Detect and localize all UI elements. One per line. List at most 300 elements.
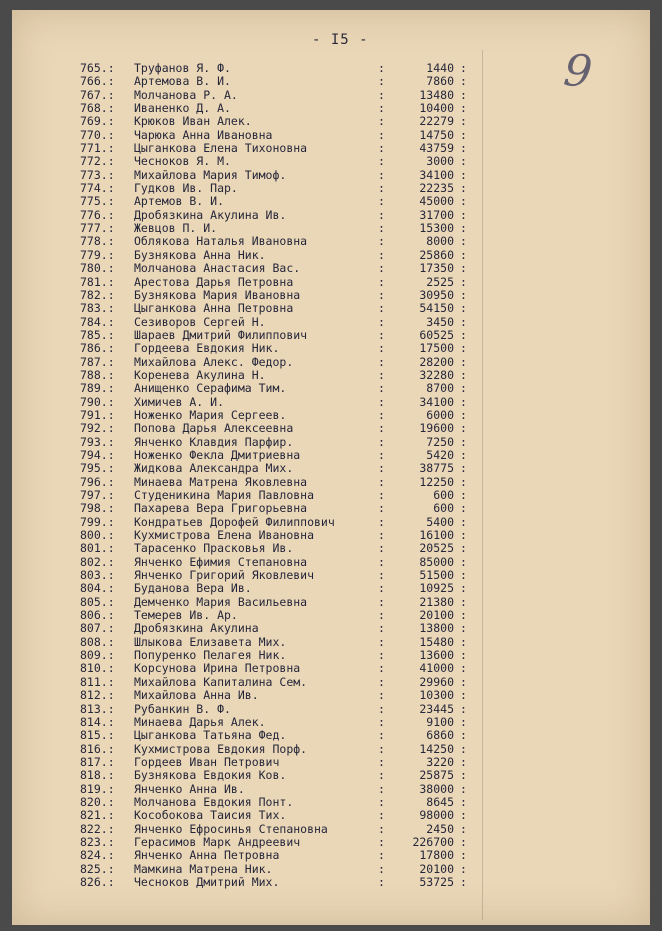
column-separator: : <box>460 274 467 289</box>
amount-value: 38775 <box>419 461 454 476</box>
row-number: 819.: <box>80 781 115 796</box>
column-separator: : <box>460 341 467 356</box>
row-number: 821.: <box>80 808 115 823</box>
row-number: 822.: <box>80 821 115 836</box>
ledger-row <box>12 716 650 729</box>
row-number: 802.: <box>80 554 115 569</box>
amount-value: 98000 <box>419 808 454 823</box>
person-name: Химичев А. И. <box>134 395 225 409</box>
person-name: Бузнякова Мария Ивановна <box>134 288 301 302</box>
ledger-row <box>12 249 650 262</box>
column-separator: : <box>378 434 385 449</box>
column-separator: : <box>378 274 385 289</box>
column-separator: : <box>378 648 385 663</box>
amount-value: 5420 <box>426 447 454 462</box>
person-name: Жидкова Александра Мих. <box>134 462 294 476</box>
column-separator: : <box>378 367 385 382</box>
ledger-row <box>12 636 650 649</box>
person-name: Попова Дарья Алексеевна <box>134 422 294 436</box>
column-separator: : <box>378 754 385 769</box>
column-separator: : <box>378 221 385 236</box>
person-name: Дробязкина Акулина Ив. <box>134 208 287 222</box>
column-separator: : <box>460 674 467 689</box>
row-number: 801.: <box>80 541 115 556</box>
person-name: Цыганкова Анна Петровна <box>134 302 294 316</box>
row-number: 808.: <box>80 634 115 649</box>
column-separator: : <box>378 848 385 863</box>
column-separator: : <box>460 434 467 449</box>
ledger-row <box>12 756 650 769</box>
column-separator: : <box>378 354 385 369</box>
ledger-row <box>12 62 650 75</box>
ledger-row <box>12 689 650 702</box>
ledger-row <box>12 155 650 168</box>
row-number: 789.: <box>80 381 115 396</box>
column-separator: : <box>378 127 385 142</box>
amount-value: 38000 <box>419 781 454 796</box>
row-number: 795.: <box>80 461 115 476</box>
row-number: 813.: <box>80 701 115 716</box>
column-separator: : <box>460 528 467 543</box>
ledger-row <box>12 169 650 182</box>
ledger-row <box>12 449 650 462</box>
ledger-row <box>12 462 650 475</box>
row-number: 824.: <box>80 848 115 863</box>
column-separator: : <box>460 261 467 276</box>
row-number: 782.: <box>80 287 115 302</box>
ledger-row <box>12 89 650 102</box>
column-separator: : <box>378 794 385 809</box>
column-separator: : <box>460 74 467 89</box>
column-separator: : <box>378 621 385 636</box>
ledger-row <box>12 729 650 742</box>
column-separator: : <box>378 447 385 462</box>
column-separator: : <box>378 514 385 529</box>
amount-value: 34100 <box>419 394 454 409</box>
column-separator: : <box>460 461 467 476</box>
person-name: Минаева Дарья Алек. <box>134 715 266 729</box>
amount-value: 54150 <box>419 301 454 316</box>
row-number: 820.: <box>80 794 115 809</box>
column-separator: : <box>460 848 467 863</box>
ledger-row <box>12 289 650 302</box>
row-number: 790.: <box>80 394 115 409</box>
ledger-row <box>12 542 650 555</box>
column-separator: : <box>460 87 467 102</box>
column-separator: : <box>460 474 467 489</box>
ledger-row <box>12 356 650 369</box>
column-separator: : <box>378 594 385 609</box>
column-separator: : <box>378 154 385 169</box>
person-name: Коренева Акулина Н. <box>134 368 266 382</box>
ledger-row <box>12 436 650 449</box>
person-name: Пахарева Вера Григорьевна <box>134 502 308 516</box>
ledger-row <box>12 369 650 382</box>
ledger-row <box>12 743 650 756</box>
person-name: Цыганкова Елена Тихоновна <box>134 142 308 156</box>
person-name: Крюков Иван Алек. <box>134 115 252 129</box>
person-name: Артемов В. И. <box>134 195 225 209</box>
column-separator: : <box>460 808 467 823</box>
column-separator: : <box>460 367 467 382</box>
column-separator: : <box>378 728 385 743</box>
person-name: Демченко Мария Васильевна <box>134 595 308 609</box>
ledger-row <box>12 556 650 569</box>
row-number: 769.: <box>80 114 115 129</box>
ledger-row <box>12 676 650 689</box>
row-number: 794.: <box>80 447 115 462</box>
person-name: Чесноков Я. М. <box>134 155 231 169</box>
person-name: Буданова Вера Ив. <box>134 582 252 596</box>
amount-value: 8645 <box>426 794 454 809</box>
column-separator: : <box>460 541 467 556</box>
column-separator: : <box>460 781 467 796</box>
person-name: Молчанова Евдокия Понт. <box>134 795 294 809</box>
column-separator: : <box>378 554 385 569</box>
column-separator: : <box>460 327 467 342</box>
ledger-row <box>12 796 650 809</box>
column-separator: : <box>460 207 467 222</box>
amount-value: 31700 <box>419 207 454 222</box>
amount-value: 60525 <box>419 327 454 342</box>
amount-value: 32280 <box>419 367 454 382</box>
person-name: Кухмистрова Елена Ивановна <box>134 529 315 543</box>
column-separator: : <box>460 621 467 636</box>
column-separator: : <box>460 608 467 623</box>
ledger-row <box>12 342 650 355</box>
column-separator: : <box>460 181 467 196</box>
ledger-row <box>12 129 650 142</box>
column-separator: : <box>378 474 385 489</box>
row-number: 799.: <box>80 514 115 529</box>
amount-value: 22279 <box>419 114 454 129</box>
ledger-row <box>12 836 650 849</box>
ledger-row <box>12 876 650 889</box>
ledger-row <box>12 476 650 489</box>
person-name: Герасимов Марк Андреевич <box>134 835 301 849</box>
column-separator: : <box>378 247 385 262</box>
person-name: Рубанкин В. Ф. <box>134 702 231 716</box>
amount-value: 2525 <box>426 274 454 289</box>
ledger-row <box>12 235 650 248</box>
amount-value: 600 <box>433 501 454 516</box>
row-number: 791.: <box>80 407 115 422</box>
column-separator: : <box>460 861 467 876</box>
person-name: Кондратьев Дорофей Филиппович <box>134 515 335 529</box>
person-name: Ноженко Мария Сергеев. <box>134 408 287 422</box>
amount-value: 16100 <box>419 528 454 543</box>
document-sheet <box>12 10 650 925</box>
amount-value: 13800 <box>419 621 454 636</box>
column-separator: : <box>460 287 467 302</box>
column-separator: : <box>460 154 467 169</box>
row-number: 788.: <box>80 367 115 382</box>
column-separator: : <box>460 661 467 676</box>
amount-value: 30950 <box>419 287 454 302</box>
person-name: Кособокова Таисия Тих. <box>134 809 287 823</box>
column-separator: : <box>378 781 385 796</box>
person-name: Попуренко Пелагея Ник. <box>134 649 287 663</box>
person-name: Мамкина Матрена Ник. <box>134 862 273 876</box>
column-separator: : <box>460 701 467 716</box>
amount-value: 14250 <box>419 741 454 756</box>
column-separator: : <box>378 341 385 356</box>
column-separator: : <box>378 688 385 703</box>
row-number: 783.: <box>80 301 115 316</box>
amount-value: 45000 <box>419 194 454 209</box>
amount-value: 23445 <box>419 701 454 716</box>
ledger-row <box>12 622 650 635</box>
column-separator: : <box>378 541 385 556</box>
ledger-row <box>12 316 650 329</box>
column-separator: : <box>378 674 385 689</box>
amount-value: 3450 <box>426 314 454 329</box>
row-number: 768.: <box>80 101 115 116</box>
column-separator: : <box>460 101 467 116</box>
amount-value: 8000 <box>426 234 454 249</box>
ledger-row <box>12 516 650 529</box>
amount-value: 17800 <box>419 848 454 863</box>
amount-value: 15480 <box>419 634 454 649</box>
ledger-row <box>12 569 650 582</box>
amount-value: 3000 <box>426 154 454 169</box>
column-separator: : <box>378 714 385 729</box>
amount-value: 10925 <box>419 581 454 596</box>
row-number: 777.: <box>80 221 115 236</box>
column-separator: : <box>378 581 385 596</box>
person-name: Михайлова Анна Ив. <box>134 689 259 703</box>
person-name: Корсунова Ирина Петровна <box>134 662 301 676</box>
column-separator: : <box>378 661 385 676</box>
ledger-row <box>12 422 650 435</box>
column-separator: : <box>378 407 385 422</box>
row-number: 825.: <box>80 861 115 876</box>
ledger-table <box>12 62 650 889</box>
ledger-row <box>12 382 650 395</box>
row-number: 818.: <box>80 768 115 783</box>
amount-value: 41000 <box>419 661 454 676</box>
row-number: 785.: <box>80 327 115 342</box>
row-number: 798.: <box>80 501 115 516</box>
person-name: Чарюка Анна Ивановна <box>134 128 273 142</box>
row-number: 773.: <box>80 167 115 182</box>
row-number: 809.: <box>80 648 115 663</box>
person-name: Шлыкова Елизавета Мих. <box>134 635 287 649</box>
ledger-row <box>12 769 650 782</box>
amount-value: 25860 <box>419 247 454 262</box>
column-separator: : <box>460 834 467 849</box>
ledger-row <box>12 582 650 595</box>
column-separator: : <box>378 821 385 836</box>
row-number: 816.: <box>80 741 115 756</box>
ledger-row <box>12 596 650 609</box>
column-separator: : <box>460 568 467 583</box>
ledger-row <box>12 863 650 876</box>
column-separator: : <box>460 714 467 729</box>
row-number: 765.: <box>80 61 115 75</box>
column-separator: : <box>460 167 467 182</box>
row-number: 826.: <box>80 874 115 889</box>
amount-value: 5400 <box>426 514 454 529</box>
column-separator: : <box>378 234 385 249</box>
column-separator: : <box>378 874 385 889</box>
amount-value: 14750 <box>419 127 454 142</box>
row-number: 771.: <box>80 141 115 156</box>
column-separator: : <box>378 861 385 876</box>
column-separator: : <box>378 488 385 502</box>
ledger-row <box>12 489 650 502</box>
column-separator: : <box>460 874 467 889</box>
column-separator: : <box>460 407 467 422</box>
column-separator: : <box>460 194 467 209</box>
handwritten-mark: 9 <box>561 44 595 99</box>
column-separator: : <box>460 648 467 663</box>
row-number: 797.: <box>80 488 115 502</box>
column-separator: : <box>378 181 385 196</box>
column-separator: : <box>378 701 385 716</box>
amount-value: 226700 <box>412 834 454 849</box>
ledger-row <box>12 75 650 88</box>
row-number: 775.: <box>80 194 115 209</box>
column-separator: : <box>460 754 467 769</box>
column-separator: : <box>378 568 385 583</box>
person-name: Облякова Наталья Ивановна <box>134 235 308 249</box>
column-separator: : <box>460 394 467 409</box>
column-separator: : <box>378 101 385 116</box>
row-number: 796.: <box>80 474 115 489</box>
row-number: 774.: <box>80 181 115 196</box>
ledger-row <box>12 409 650 422</box>
ledger-row <box>12 182 650 195</box>
person-name: Бузнякова Евдокия Ков. <box>134 769 287 783</box>
row-number: 767.: <box>80 87 115 102</box>
person-name: Гудков Ив. Пар. <box>134 182 238 196</box>
column-separator: : <box>460 794 467 809</box>
row-number: 772.: <box>80 154 115 169</box>
amount-value: 8700 <box>426 381 454 396</box>
person-name: Труфанов Я. Ф. <box>134 62 231 75</box>
row-number: 806.: <box>80 608 115 623</box>
row-number: 793.: <box>80 434 115 449</box>
column-separator: : <box>378 301 385 316</box>
person-name: Минаева Матрена Яковлевна <box>134 475 308 489</box>
person-name: Михайлова Капиталина Сем. <box>134 675 308 689</box>
column-separator: : <box>460 554 467 569</box>
column-separator: : <box>460 301 467 316</box>
column-separator: : <box>378 74 385 89</box>
column-separator: : <box>378 608 385 623</box>
person-name: Михайлова Алекс. Федор. <box>134 355 294 369</box>
ledger-row <box>12 823 650 836</box>
column-separator: : <box>460 594 467 609</box>
row-number: 784.: <box>80 314 115 329</box>
person-name: Янченко Ефимия Степановна <box>134 555 308 569</box>
ledger-row <box>12 609 650 622</box>
row-number: 811.: <box>80 674 115 689</box>
column-separator: : <box>378 394 385 409</box>
person-name: Янченко Клавдия Парфир. <box>134 435 294 449</box>
person-name: Молчанова Анастасия Вас. <box>134 262 301 276</box>
person-name: Чесноков Дмитрий Мих. <box>134 875 280 889</box>
column-separator: : <box>460 314 467 329</box>
column-separator: : <box>460 741 467 756</box>
column-separator: : <box>378 741 385 756</box>
ledger-row <box>12 396 650 409</box>
amount-value: 20100 <box>419 608 454 623</box>
column-separator: : <box>460 728 467 743</box>
row-number: 812.: <box>80 688 115 703</box>
column-separator: : <box>378 261 385 276</box>
person-name: Артемова В. И. <box>134 75 231 89</box>
row-number: 781.: <box>80 274 115 289</box>
amount-value: 20100 <box>419 861 454 876</box>
amount-value: 51500 <box>419 568 454 583</box>
column-separator: : <box>460 488 467 502</box>
column-separator: : <box>460 421 467 436</box>
column-separator: : <box>460 581 467 596</box>
ledger-row <box>12 783 650 796</box>
amount-value: 28200 <box>419 354 454 369</box>
column-separator: : <box>378 87 385 102</box>
ledger-row <box>12 262 650 275</box>
column-separator: : <box>460 61 467 75</box>
person-name: Студеникина Мария Павловна <box>134 489 315 502</box>
column-separator: : <box>460 447 467 462</box>
ledger-row <box>12 502 650 515</box>
row-number: 805.: <box>80 594 115 609</box>
row-number: 807.: <box>80 621 115 636</box>
row-number: 814.: <box>80 714 115 729</box>
ledger-row <box>12 662 650 675</box>
column-separator: : <box>378 327 385 342</box>
person-name: Кухмистрова Евдокия Порф. <box>134 742 308 756</box>
row-number: 780.: <box>80 261 115 276</box>
ledger-row <box>12 222 650 235</box>
person-name: Шараев Дмитрий Филиппович <box>134 328 308 342</box>
amount-value: 29960 <box>419 674 454 689</box>
ledger-row <box>12 809 650 822</box>
row-number: 787.: <box>80 354 115 369</box>
column-separator: : <box>460 688 467 703</box>
person-name: Тарасенко Прасковья Ив. <box>134 542 294 556</box>
person-name: Михайлова Мария Тимоф. <box>134 168 287 182</box>
column-separator: : <box>460 354 467 369</box>
amount-value: 17500 <box>419 341 454 356</box>
amount-value: 25875 <box>419 768 454 783</box>
ledger-row <box>12 142 650 155</box>
row-number: 810.: <box>80 661 115 676</box>
ledger-row <box>12 302 650 315</box>
column-separator: : <box>460 127 467 142</box>
amount-value: 53725 <box>419 874 454 889</box>
amount-value: 7250 <box>426 434 454 449</box>
amount-value: 3220 <box>426 754 454 769</box>
amount-value: 10400 <box>419 101 454 116</box>
column-separator: : <box>378 834 385 849</box>
row-number: 804.: <box>80 581 115 596</box>
person-name: Жевцов П. И. <box>134 222 218 236</box>
column-separator: : <box>378 207 385 222</box>
row-number: 779.: <box>80 247 115 262</box>
row-number: 786.: <box>80 341 115 356</box>
column-separator: : <box>460 514 467 529</box>
ledger-row <box>12 529 650 542</box>
amount-value: 9100 <box>426 714 454 729</box>
column-separator: : <box>460 381 467 396</box>
ledger-row <box>12 115 650 128</box>
row-number: 800.: <box>80 528 115 543</box>
column-separator: : <box>378 634 385 649</box>
